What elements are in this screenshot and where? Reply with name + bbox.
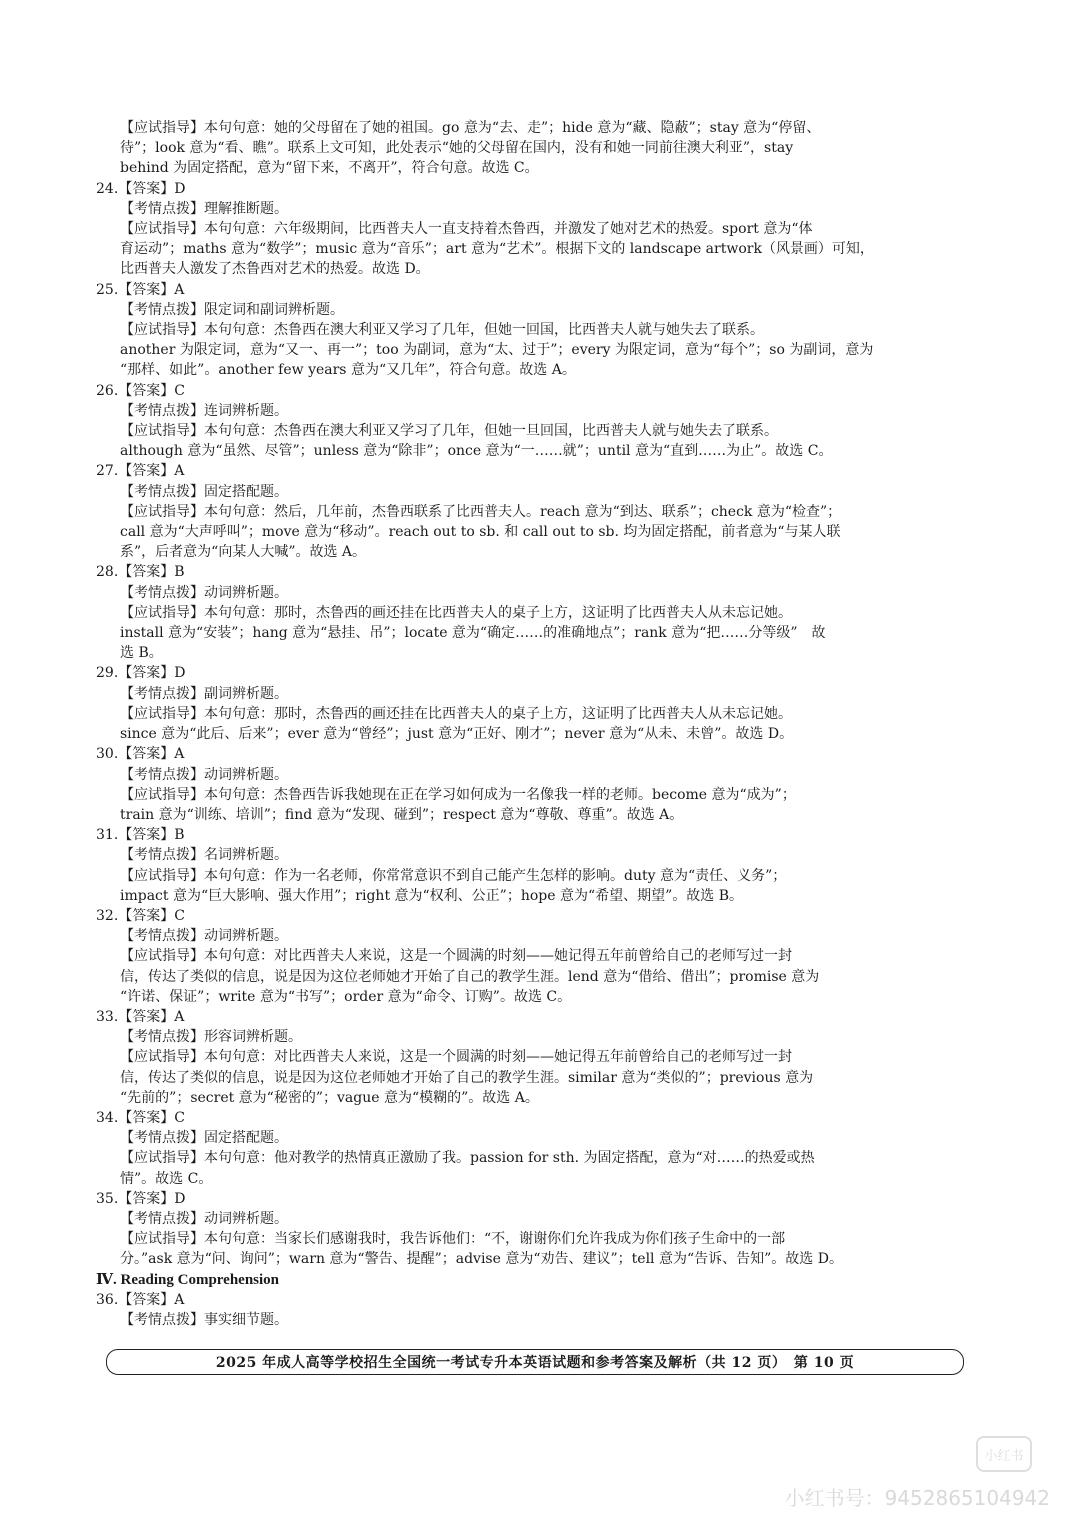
text-line: 【考情点拨】副词辨析题。 [120, 685, 288, 702]
text-line: 信，传达了类似的信息，说是因为这位老师她才开始了自己的教学生涯。similar 意为“类似的”；previous 意为 [120, 1069, 814, 1086]
text-line: 【考情点拨】名词辨析题。 [120, 847, 288, 864]
text-line: since 意为“此后、后来”；ever 意为“曾经”；just 意为“正好、刚才”；never 意为“从未、未曾”。故选 D。 [120, 726, 794, 743]
footer-text: 2025 年成人高等学校招生全国统一考试专升本英语试题和参考答案及解析（共 12 页） 第 10 页 [215, 1355, 855, 1371]
text-line: 34.【答案】C [96, 1109, 185, 1126]
text-line: 【考情点拨】形容词辨析题。 [120, 1029, 302, 1046]
text-line: 【考情点拨】限定词和副词辨析题。 [120, 301, 344, 318]
text-line: 分。”ask 意为“问、询问”；warn 意为“警告、提醒”；advise 意为“劝告、建议”；tell 意为“告诉、告知”。故选 D。 [120, 1251, 843, 1268]
text-line: 【考情点拨】理解推断题。 [120, 200, 288, 217]
text-line: 【应试指导】本句句意：对比西普夫人来说，这是一个圆满的时刻——她记得五年前曾给自己的老师写过一封 [120, 1049, 792, 1066]
text-line: install 意为“安装”；hang 意为“悬挂、吊”；locate 意为“确定……的准确地点”；rank 意为“把……分等级” 故 [120, 625, 826, 642]
text-line: 24.【答案】D [96, 180, 186, 197]
text-line: 【应试指导】本句句意：杰鲁西在澳大利亚又学习了几年，但她一旦回国，比西普夫人就与她失去了联系。 [120, 423, 778, 440]
text-line: 【考情点拨】动词辨析题。 [120, 766, 288, 783]
text-line: 36.【答案】A [96, 1291, 185, 1308]
text-line: 【应试指导】本句句意：作为一名老师，你常常意识不到自己能产生怎样的影响。duty 意为“责任、义务”； [120, 867, 787, 884]
text-line: call 意为“大声呼叫”；move 意为“移动”。reach out to sb. 和 call out to sb. 均为固定搭配，前者意为“与某人联 [120, 524, 841, 541]
text-line: 26.【答案】C [96, 382, 185, 399]
text-line: behind 为固定搭配，意为“留下来，不离开”，符合句意。故选 C。 [120, 160, 539, 177]
text-line: 系”，后者意为“向某人大喊”。故选 A。 [120, 544, 367, 561]
text-line: 【考情点拨】事实细节题。 [120, 1311, 288, 1328]
text-line: 35.【答案】D [96, 1190, 186, 1207]
text-line: “那样、如此”。another few years 意为“又几年”，符合句意。故选 A。 [120, 362, 576, 379]
text-line: 【考情点拨】固定搭配题。 [120, 483, 288, 500]
text-line: 【考情点拨】动词辨析题。 [120, 1210, 288, 1227]
text-line: 【应试指导】本句句意：那时，杰鲁西的画还挂在比西普夫人的桌子上方，这证明了比西普夫人从未忘记她。 [120, 705, 792, 722]
text-line: 27.【答案】A [96, 463, 185, 480]
text-line: train 意为“训练、培训”；find 意为“发现、碰到”；respect 意为“尊敬、尊重”。故选 A。 [120, 806, 684, 823]
text-line: 32.【答案】C [96, 907, 185, 924]
text-line: 育运动”；maths 意为“数学”；music 意为“音乐”；art 意为“艺术”。根据下文的 landscape artwork（风景画）可知， [120, 241, 874, 258]
text-line: 25.【答案】A [96, 281, 185, 298]
document-body [96, 118, 976, 1330]
text-line: 【考情点拨】连词辨析题。 [120, 402, 288, 419]
watermark-logo [976, 1436, 1032, 1472]
text-line: another 为限定词，意为“又一、再一”；too 为副词，意为“太、过于”；every 为限定词，意为“每个”；so 为副词，意为 [120, 342, 874, 359]
text-line: 【考情点拨】动词辨析题。 [120, 928, 288, 945]
text-line: 比西普夫人激发了杰鲁西对艺术的热爱。故选 D。 [120, 261, 430, 278]
text-line: 【应试指导】本句句意：对比西普夫人来说，这是一个圆满的时刻——她记得五年前曾给自己的老师写过一封 [120, 948, 792, 965]
text-line: 【应试指导】本句句意：那时，杰鲁西的画还挂在比西普夫人的桌子上方，这证明了比西普夫人从未忘记她。 [120, 604, 792, 621]
text-line: although 意为“虽然、尽管”；unless 意为“除非”；once 意为“一……就”；until 意为“直到……为止”。故选 C。 [120, 443, 833, 460]
text-line: “先前的”；secret 意为“秘密的”；vague 意为“模糊的”。故选 A。 [120, 1089, 539, 1106]
text-line: 【应试指导】本句句意：她的父母留在了她的祖国。go 意为“去、走”；hide 意为“藏、隐蔽”；stay 意为“停留、 [120, 120, 821, 136]
text-line: 【应试指导】本句句意：然后，几年前，杰鲁西联系了比西普夫人。reach 意为“到达、联系”；check 意为“检查”； [120, 503, 842, 520]
text-line: 【应试指导】本句句意：他对教学的热情真正激励了我。passion for sth. 为固定搭配，意为“对……的热爱或热 [120, 1150, 815, 1167]
text-line: 【应试指导】本句句意：当家长们感谢我时，我告诉他们：“不，谢谢你们允许我成为你们孩子生命中的一部 [120, 1231, 786, 1248]
text-line: 29.【答案】D [96, 665, 186, 682]
text-line: 31.【答案】B [96, 827, 185, 844]
watermark-logo-text: 小红书 [984, 1448, 1024, 1464]
watermark [785, 1482, 1050, 1511]
text-line: “许诺、保证”；write 意为“书写”；order 意为“命令、订购”。故选 C。 [120, 988, 572, 1005]
text-line: 33.【答案】A [96, 1008, 185, 1025]
text-line: 情”。故选 C。 [120, 1170, 213, 1187]
text-line: 28.【答案】B [96, 564, 185, 581]
text-line: 选 B。 [120, 645, 163, 662]
text-line: 【考情点拨】动词辨析题。 [120, 584, 288, 601]
text-line: impact 意为“巨大影响、强大作用”；right 意为“权利、公正”；hope 意为“希望、期望”。故选 B。 [120, 887, 744, 904]
text-line: 【应试指导】本句句意：六年级期间，比西普夫人一直支持着杰鲁西，并激发了她对艺术的热爱。sport 意为“体 [120, 221, 813, 238]
text-line: 信，传达了类似的信息，说是因为这位老师她才开始了自己的教学生涯。lend 意为“借给、借出”；promise 意为 [120, 968, 820, 985]
watermark-text: 小红书号：9452865104942 [784, 1486, 1050, 1510]
section-heading: Ⅳ. Reading Comprehension [96, 1271, 280, 1288]
text-line: 【应试指导】本句句意：杰鲁西告诉我她现在正在学习如何成为一名像我一样的老师。become 意为“成为”； [120, 786, 796, 803]
page-footer [106, 1349, 964, 1375]
text-line: 【应试指导】本句句意：杰鲁西在澳大利亚又学习了几年，但她一回国，比西普夫人就与她失去了联系。 [120, 322, 764, 339]
text-line: 【考情点拨】固定搭配题。 [120, 1130, 288, 1147]
text-line: 30.【答案】A [96, 746, 185, 763]
text-line: 待”；look 意为“看、瞧”。联系上文可知，此处表示“她的父母留在国内，没有和她一同前往澳大利亚”，stay [120, 140, 794, 157]
